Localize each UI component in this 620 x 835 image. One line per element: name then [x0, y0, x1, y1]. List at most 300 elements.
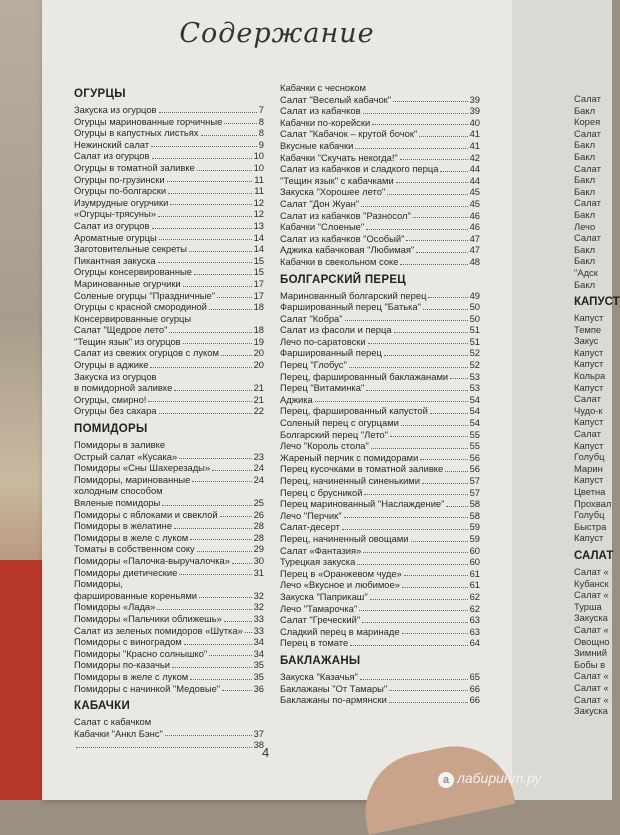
dot-leader [362, 622, 467, 623]
entry-title: Салат из кабачков "Особый" [280, 232, 405, 244]
dot-leader [224, 123, 256, 124]
entry-page: 36 [253, 682, 264, 694]
dot-leader [413, 217, 468, 218]
toc-entry [74, 324, 264, 336]
dot-leader [167, 181, 253, 182]
entry-page: 34 [253, 647, 264, 659]
entry-page: 34 [253, 636, 264, 648]
entry-title: Болгарский перец "Лето" [280, 428, 388, 440]
entry-page: 11 [254, 173, 264, 185]
entry-title: Кабачки в свекольном соке [280, 255, 399, 267]
next-page-line: Капуст [574, 416, 604, 428]
next-page-line: Салат [574, 428, 601, 440]
toc-entry [280, 637, 480, 649]
entry-page: 29 [253, 543, 264, 555]
entry-page: 39 [469, 93, 480, 105]
dot-leader [355, 148, 467, 149]
next-page-line: Турша [574, 600, 602, 612]
dot-leader [406, 240, 467, 241]
dot-leader [440, 171, 467, 172]
next-page-line: Салат « [574, 623, 609, 635]
toc-entry [74, 613, 264, 625]
next-page-line: Капуст [574, 346, 604, 358]
entry-page: 46 [469, 209, 480, 221]
toc-entry [280, 94, 480, 106]
entry-title: Аджика кабачковая "Любимая" [280, 244, 415, 256]
toc-entry [280, 671, 480, 683]
toc-entry [74, 127, 264, 139]
section-heading: ПОМИДОРЫ [74, 423, 148, 436]
toc-entry [280, 233, 480, 245]
dot-leader [389, 690, 467, 691]
toc-entry [280, 452, 480, 464]
next-page-line: Закуска [574, 612, 608, 624]
entry-title: Огурцы с красной смородиной [74, 301, 207, 313]
toc-entry [74, 150, 264, 162]
toc-entry [74, 104, 264, 116]
dot-leader [169, 332, 251, 333]
entry-title: в помидорной заливке [74, 382, 173, 394]
dot-leader [411, 541, 468, 542]
toc-entry: Помидоры в заливке [74, 439, 166, 451]
toc-entry [280, 152, 480, 164]
dot-leader [158, 216, 252, 217]
entry-title: Кабачки по-корейски [280, 116, 371, 128]
entry-title: Салат "Щедрое лето" [74, 324, 168, 336]
dot-leader [165, 735, 252, 736]
next-page-line: Марин [574, 462, 603, 474]
entry-title: Перец в томате [280, 637, 349, 649]
dot-leader [450, 378, 467, 379]
entry-page: 28 [253, 520, 264, 532]
toc-entry: Салат с кабачком [74, 716, 152, 728]
dot-leader [401, 425, 468, 426]
entry-page: 53 [469, 382, 480, 394]
toc-entry: Консервированные огурцы [74, 312, 192, 324]
toc-entry [280, 324, 480, 336]
entry-title: Жареный перчик с помидорами [280, 451, 419, 463]
toc-entry [280, 591, 480, 603]
next-page-section: САЛАТ [574, 549, 614, 562]
dot-leader [402, 587, 468, 588]
dot-leader [192, 481, 251, 482]
toc-entry [74, 532, 264, 544]
entry-title: Салат "Веселый кабачок" [280, 93, 392, 105]
dot-leader [349, 367, 468, 368]
entry-page: 51 [469, 324, 480, 336]
entry-title: Салат из свежих огурцов с луком [74, 347, 219, 359]
dot-leader [190, 679, 251, 680]
entry-title: Помидоры «Сны Шахерезады» [74, 462, 211, 474]
entry-title: Закуска "Казачья" [280, 670, 358, 682]
toc-entry [74, 255, 264, 267]
entry-page: 22 [253, 405, 264, 417]
toc-entry [74, 290, 264, 302]
entry-page: 24 [253, 473, 264, 485]
entry-title: Перец, фаршированный баклажанами [280, 370, 449, 382]
dot-leader [197, 170, 252, 171]
toc-entry [74, 336, 264, 348]
entry-title: Закуска из огурцов [74, 104, 157, 115]
dot-leader [396, 182, 468, 183]
next-page-line: Бакл [574, 185, 596, 197]
toc-entry [280, 405, 480, 417]
entry-page: 18 [253, 301, 264, 313]
entry-title: Салат из кабачков и сладкого перца [280, 163, 439, 175]
dot-leader [197, 551, 252, 552]
dot-leader [220, 516, 252, 517]
dot-leader [222, 690, 251, 691]
entry-title: фаршированные кореньями [74, 589, 197, 601]
next-page-line: Бакл [574, 104, 596, 116]
toc-entry [74, 659, 264, 671]
entry-title: Огурцы в аджике [74, 359, 149, 371]
entry-page: 24 [253, 462, 264, 474]
dot-leader [384, 355, 468, 356]
entry-title: Закуска "Паприкаш" [280, 590, 368, 602]
toc-entry [280, 347, 480, 359]
page-title: Содержание [179, 18, 375, 49]
dot-leader [148, 401, 251, 402]
entry-title: Перец "Глобус" [280, 359, 347, 371]
toc-entry [280, 359, 480, 371]
entry-page: 20 [253, 347, 264, 359]
entry-title: «Огурцы-трясуны» [74, 208, 156, 220]
dot-leader [387, 194, 467, 195]
toc-entry [74, 462, 264, 474]
toc-entry [74, 278, 264, 290]
entry-page: 55 [469, 428, 480, 440]
dot-leader [416, 252, 467, 253]
toc-entry [74, 116, 264, 128]
entry-title: Маринованные огурчики [74, 277, 181, 289]
entry-title: Салат-десерт [280, 521, 340, 533]
entry-page: 21 [253, 393, 264, 405]
entry-page: 13 [253, 219, 264, 231]
dot-leader [194, 274, 252, 275]
toc-entry [74, 243, 264, 255]
entry-title: Баклажаны "От Тамары" [280, 682, 388, 694]
next-page-line: Овощно [574, 635, 610, 647]
next-page-line: Салат [574, 393, 601, 405]
entry-title: Перец, начиненный синенькими [280, 475, 420, 486]
entry-page: 57 [469, 475, 480, 486]
dot-leader [445, 471, 467, 472]
next-page [512, 0, 620, 800]
next-page-line: Кольра [574, 370, 606, 382]
toc-entry [280, 198, 480, 210]
entry-page: 39 [469, 105, 480, 117]
dot-leader [393, 101, 467, 102]
toc-entry [280, 244, 480, 256]
toc-entry [74, 174, 264, 186]
toc-page [42, 0, 512, 800]
watermark-logo-icon: а [438, 772, 454, 788]
entry-title: Салат из кабачков [280, 105, 361, 117]
dot-leader [364, 494, 467, 495]
toc-entry [280, 371, 480, 383]
entry-title: Огурцы в капустных листьях [74, 127, 199, 139]
entry-page: 12 [253, 208, 264, 220]
entry-title: Нежинский салат [74, 138, 150, 150]
next-page-line: Капуст [574, 474, 604, 486]
toc-column-left [74, 82, 264, 751]
entry-page: 44 [469, 174, 480, 186]
entry-page: 60 [469, 544, 480, 556]
entry-title: Перец кусочками в томатной заливке [280, 463, 444, 475]
entry-page: 30 [253, 554, 264, 566]
toc-column-right [280, 82, 480, 706]
dot-leader [345, 320, 468, 321]
dot-leader [150, 367, 251, 368]
toc-entry [74, 555, 264, 567]
entry-page: 63 [469, 614, 480, 626]
entry-title: Салат из фасоли и перца [280, 324, 392, 336]
entry-title: "Тещин язык" с кабачками [280, 174, 394, 186]
entry-title: Лечо по-саратовски [280, 335, 366, 347]
dot-leader [350, 645, 467, 646]
next-page-line: Салат « [574, 589, 609, 601]
next-page-line: Салат [574, 162, 601, 174]
section-heading: КАБАЧКИ [74, 700, 131, 713]
toc-entry [74, 590, 264, 602]
next-page-line: Салат [574, 232, 601, 244]
next-page-line: Салат « [574, 565, 609, 577]
next-page-line: Прохвал [574, 497, 612, 509]
entry-page: 48 [469, 255, 480, 267]
watermark [438, 770, 541, 788]
toc-entry [280, 429, 480, 441]
entry-page: 17 [253, 277, 264, 289]
dot-leader [212, 470, 251, 471]
entry-title: Помидоры «Лада» [74, 601, 156, 613]
next-page-column [574, 93, 620, 717]
entry-page: 33 [253, 624, 264, 636]
entry-page: 7 [258, 104, 264, 115]
toc-entry [74, 139, 264, 151]
dot-leader [162, 505, 251, 506]
dot-leader [168, 193, 252, 194]
entry-page: 62 [469, 590, 480, 602]
dot-leader [422, 483, 468, 484]
toc-entry [74, 683, 264, 695]
dot-leader [159, 112, 257, 113]
entry-title: Помидоры по-казачьи [74, 659, 171, 671]
entry-title: Лечо "Король стола" [280, 440, 369, 452]
entry-title: Огурцы по-болгарски [74, 185, 167, 197]
next-page-line: Салат [574, 93, 601, 104]
dot-leader [394, 332, 468, 333]
dot-leader [183, 286, 252, 287]
dot-leader [359, 610, 467, 611]
toc-entry [280, 186, 480, 198]
dot-leader [372, 124, 467, 125]
entry-title: Огурцы консервированные [74, 266, 192, 278]
dot-leader [209, 655, 251, 656]
dot-leader [179, 458, 251, 459]
toc-entry [74, 451, 264, 463]
toc-entry [280, 382, 480, 394]
next-page-line: Капуст [574, 439, 604, 451]
dot-leader [174, 390, 251, 391]
entry-title: Салат "Греческий" [280, 614, 361, 626]
next-page-line: "Адск [574, 266, 598, 278]
dot-leader [404, 575, 468, 576]
toc-entry [74, 648, 264, 660]
toc-entry [280, 694, 480, 706]
dot-leader [420, 459, 467, 460]
dot-leader [184, 644, 252, 645]
toc-entry [280, 510, 480, 522]
dot-leader [179, 574, 251, 575]
entry-title: Кабачки "Анкл Бэнс" [74, 727, 163, 739]
entry-page: 8 [258, 115, 264, 127]
entry-title: Перец в «Оранжевом чуде» [280, 567, 402, 579]
next-page-line: Голубц [574, 451, 605, 463]
entry-title: Баклажаны по-армянски [280, 694, 387, 706]
dot-leader [366, 229, 467, 230]
toc-entry [74, 728, 264, 740]
entry-page: 46 [469, 221, 480, 233]
entry-page: 14 [253, 243, 264, 255]
entry-page: 32 [253, 589, 264, 601]
next-page-line: Темпе [574, 323, 602, 335]
toc-entry [280, 417, 480, 429]
next-page-line: Закуска [574, 705, 608, 717]
entry-title: Лечо "Тамарочка" [280, 602, 358, 614]
entry-page: 40 [469, 116, 480, 128]
toc-entry [74, 567, 264, 579]
entry-page: 41 [469, 139, 480, 151]
toc-entry [280, 313, 480, 325]
toc-entry [280, 301, 480, 313]
page-number: 4 [262, 745, 270, 760]
dot-leader [172, 667, 252, 668]
toc-entry [280, 117, 480, 129]
dot-leader [201, 135, 257, 136]
entry-page: 52 [469, 359, 480, 371]
entry-title: Фаршированный перец [280, 347, 382, 359]
entry-page: 61 [469, 567, 480, 579]
entry-page: 42 [469, 151, 480, 163]
entry-title: Закуска "Хорошее лето" [280, 186, 386, 198]
entry-title: Салат «Фантазия» [280, 544, 362, 556]
toc-entry [280, 140, 480, 152]
entry-page: 31 [253, 566, 264, 578]
toc-entry [74, 497, 264, 509]
entry-page: 59 [469, 532, 480, 544]
toc-entry [280, 556, 480, 568]
entry-title: Салат из зеленых помидоров «Шутка» [74, 624, 243, 636]
next-page-line: Бакл [574, 243, 596, 255]
entry-title: Маринованный болгарский перец [280, 289, 427, 301]
entry-page: 54 [469, 417, 480, 429]
entry-page: 15 [253, 254, 264, 266]
entry-page: 23 [253, 450, 264, 462]
dot-leader [159, 239, 252, 240]
next-page-section: КАПУСТ [574, 296, 620, 309]
entry-page: 58 [469, 509, 480, 521]
entry-title: Перец, фаршированный капустой [280, 405, 428, 417]
dot-leader [423, 309, 468, 310]
toc-entry [74, 185, 264, 197]
entry-title: Помидоры с виноградом [74, 636, 182, 648]
entry-title: Лечо "Перчик" [280, 509, 342, 521]
section-heading: БОЛГАРСКИЙ ПЕРЕЦ [280, 273, 407, 286]
toc-entry [74, 359, 264, 371]
next-page-line: Бакл [574, 255, 596, 267]
dot-leader [344, 517, 468, 518]
next-page-line: Быстра [574, 520, 607, 532]
next-page-line: Салат [574, 127, 601, 139]
entry-page: 64 [469, 637, 480, 649]
toc-entry [74, 301, 264, 313]
entry-page: 52 [469, 347, 480, 359]
entry-title: Перец маринованный "Наслаждение" [280, 498, 445, 510]
entry-page: 47 [469, 244, 480, 256]
entry-page: 58 [469, 498, 480, 510]
toc-entry [74, 347, 264, 359]
entry-page: 10 [253, 161, 264, 173]
entry-title: Помидоры "Красно солнышко" [74, 647, 208, 659]
entry-page: 17 [253, 289, 264, 301]
toc-entry [74, 636, 264, 648]
toc-entry [280, 221, 480, 233]
dot-leader [402, 633, 468, 634]
entry-title: Помидоры с начинкой "Медовые" [74, 682, 221, 694]
toc-entry [74, 625, 264, 637]
dot-leader [152, 228, 252, 229]
dot-leader [209, 309, 252, 310]
dot-leader [370, 599, 468, 600]
next-page-line: Голубц [574, 509, 605, 521]
entry-page: 54 [469, 405, 480, 417]
entry-title: Соленые огурцы "Праздничные" [74, 289, 216, 301]
entry-page: 49 [469, 289, 480, 301]
section-heading: БАКЛАЖАНЫ [280, 654, 361, 667]
entry-page: 51 [469, 335, 480, 347]
next-page-line: Лечо [574, 220, 596, 232]
entry-page: 56 [469, 463, 480, 475]
entry-page: 44 [469, 163, 480, 175]
dot-leader [199, 597, 252, 598]
toc-entry [74, 520, 264, 532]
entry-title: Огурцы по-грузински [74, 173, 165, 185]
toc-entry [74, 197, 264, 209]
toc-entry [280, 210, 480, 222]
section-heading: ОГУРЦЫ [74, 88, 126, 100]
dot-leader [76, 747, 252, 748]
toc-entry: Помидоры, [74, 578, 123, 590]
dot-leader [183, 343, 252, 344]
entry-title: Изумрудные огурчики [74, 196, 169, 208]
entry-title: Помидоры «Пальчики оближешь» [74, 612, 222, 624]
dot-leader [363, 552, 467, 553]
entry-title: Соленый перец с огурцами [280, 417, 399, 429]
toc-entry [280, 614, 480, 626]
entry-title: Сладкий перец в маринаде [280, 625, 400, 637]
toc-entry [74, 474, 264, 486]
entry-title: Салат "Дон Жуан" [280, 197, 360, 209]
toc-entry [280, 521, 480, 533]
toc-entry [280, 175, 480, 187]
toc-entry [280, 163, 480, 175]
toc-entry: холодным способом [74, 485, 163, 497]
entry-page: 56 [469, 451, 480, 463]
toc-entry [280, 487, 480, 499]
dot-leader [189, 251, 252, 252]
next-page-line: Бакл [574, 208, 596, 220]
